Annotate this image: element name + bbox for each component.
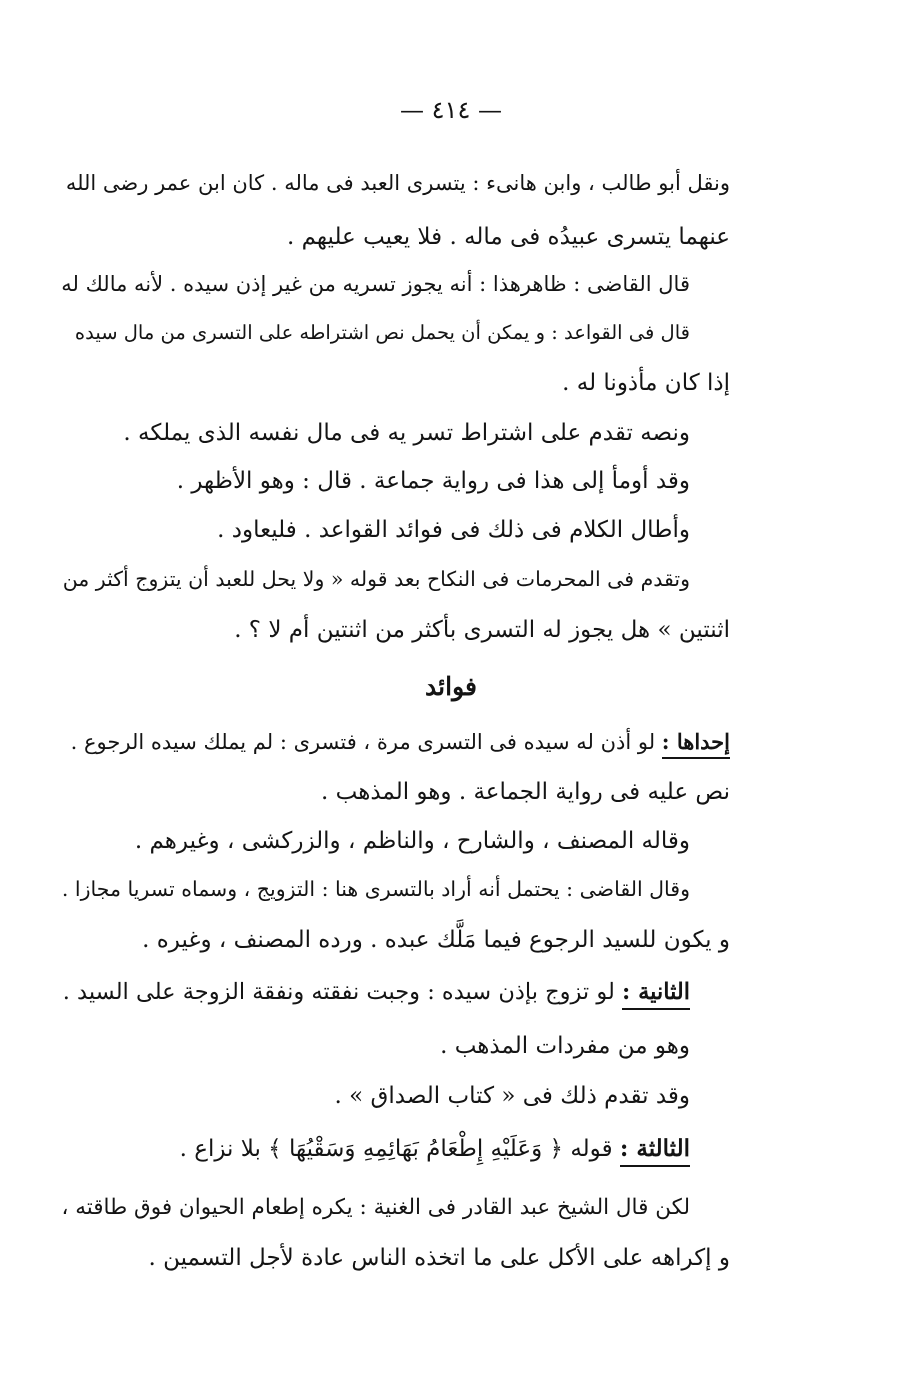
text-line: اثنتين » هل يجوز له التسرى بأكثر من اثنتين أم لا ؟ . <box>234 617 730 643</box>
text-line: ونقل أبو طالب ، وابن هانىء : يتسرى العبد فى ماله . كان ابن عمر رضى الله <box>65 171 730 195</box>
text-line: إذا كان مأذونا له . <box>562 370 730 396</box>
text-line: وأطال الكلام فى ذلك فى فوائد القواعد . فليعاود . <box>217 517 690 543</box>
text-line: و يكون للسيد الرجوع فيما مَلَّك عبده . ورده المصنف ، وغيره . <box>142 927 730 953</box>
text-line: وقاله المصنف ، والشارح ، والناظم ، والزركشى ، وغيرهم . <box>134 828 690 854</box>
benefit-third-lead: الثالثة : <box>620 1135 690 1167</box>
text-line: لكن قال الشيخ عبد القادر فى الغنية : يكره إطعام الحيوان فوق طاقته ، <box>61 1195 690 1220</box>
benefit-second-text: لو تزوج بإذن سيده : وجبت نفقته ونفقة الزوجة على السيد . <box>62 979 622 1005</box>
text-line: قال فى القواعد : و يمكن أن يحمل نص اشتراطه على التسرى من مال سيده <box>74 321 690 344</box>
benefit-first-text: لو أذن له سيده فى التسرى مرة ، فتسرى : لم يملك سيده الرجوع . <box>70 730 662 754</box>
text-line: عنهما يتسرى عبيدُه فى ماله . فلا يعيب عليهم . <box>286 224 730 250</box>
benefit-first-lead: إحداها : <box>662 729 730 759</box>
text-line: وقد تقدم ذلك فى « كتاب الصداق » . <box>334 1083 690 1109</box>
page-number: — ٤١٤ — <box>400 96 502 124</box>
benefit-second <box>63 978 690 1007</box>
benefit-third-text: قوله ﴿ وَعَلَيْهِ إِطْعَامُ بَهَائِمِهِ وَسَقْيُهَا ﴾ بلا نزاع . <box>179 1136 620 1162</box>
text-line: قال القاضى : ظاهرهذا : أنه يجوز تسريه من غير إذن سيده . لأنه مالك له <box>61 272 690 296</box>
text-line: وهو من مفردات المذهب . <box>440 1033 690 1059</box>
text-line: و إكراهه على الأكل على ما اتخذه الناس عادة لأجل التسمين . <box>148 1245 730 1271</box>
benefit-third <box>180 1134 690 1165</box>
text-line: وقال القاضى : يحتمل أنه أراد بالتسرى هنا : التزويج ، وسماه تسريا مجازا . <box>61 877 690 901</box>
section-heading: فوائد <box>425 672 477 701</box>
benefit-first <box>71 728 730 756</box>
benefit-second-lead: الثانية : <box>622 979 690 1010</box>
text-line: نص عليه فى رواية الجماعة . وهو المذهب . <box>320 779 730 805</box>
text-line: وتقدم فى المحرمات فى النكاح بعد قوله « ولا يحل للعبد أن يتزوج أكثر من <box>62 567 690 591</box>
text-line: ونصه تقدم على اشتراط تسر يه فى مال نفسه الذى يملكه . <box>123 420 690 446</box>
text-line: وقد أومأ إلى هذا فى رواية جماعة . قال : وهو الأظهر . <box>176 468 690 494</box>
